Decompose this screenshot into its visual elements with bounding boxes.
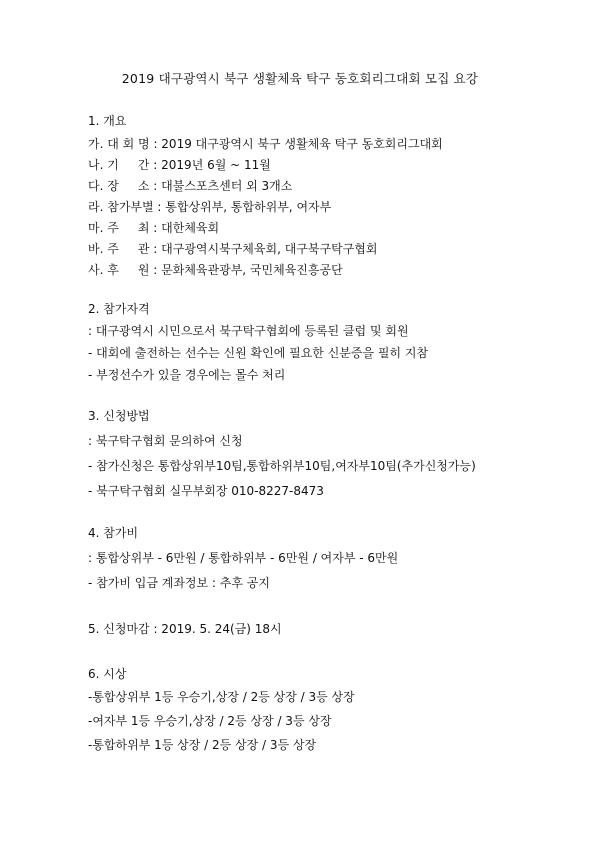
overview-line-event-name: 가. 대 회 명 : 2019 대구광역시 북구 생활체육 탁구 동호회리그대회	[88, 137, 443, 151]
eligibility-line-1: : 대구광역시 시민으로서 북구탁구협회에 등록된 클럽 및 회원	[88, 324, 409, 338]
overview-line-venue: 다. 장 소 : 대불스포츠센터 외 3개소	[88, 179, 293, 193]
application-line-3: - 북구탁구협회 실무부회장 010-8227-8473	[88, 484, 324, 498]
overview-line-sponsor: 사. 후 원 : 문화체육관광부, 국민체육진흥공단	[88, 263, 343, 277]
section-heading-deadline: 5. 신청마감 : 2019. 5. 24(금) 18시	[88, 622, 282, 636]
overview-line-host: 마. 주 최 : 대한체육회	[88, 221, 220, 235]
section-heading-awards: 6. 시상	[88, 667, 127, 681]
application-line-1: : 북구탁구협회 문의하여 신청	[88, 434, 243, 448]
overview-line-period: 나. 기 간 : 2019년 6월 ~ 11월	[88, 158, 271, 172]
document-title: 2019 대구광역시 북구 생활체육 탁구 동호회리그대회 모집 요강	[121, 71, 479, 86]
section-heading-fee: 4. 참가비	[88, 526, 139, 540]
section-heading-application: 3. 신청방법	[88, 409, 150, 423]
awards-line-women: -여자부 1등 우승기,상장 / 2등 상장 / 3등 상장	[88, 714, 332, 728]
section-heading-eligibility: 2. 참가자격	[88, 302, 150, 316]
eligibility-line-3: - 부정선수가 있을 경우에는 몰수 처리	[88, 368, 286, 382]
application-line-2: - 참가신청은 통합상위부10팀,통합하위부10팀,여자부10팀(추가신청가능)	[88, 459, 476, 473]
fee-line-1: : 통합상위부 - 6만원 / 통합하위부 - 6만원 / 여자부 - 6만원	[88, 551, 399, 565]
awards-line-upper: -통합상위부 1등 우승기,상장 / 2등 상장 / 3등 상장	[88, 690, 355, 704]
fee-line-2: - 참가비 입금 계좌정보 : 추후 공지	[88, 576, 270, 590]
awards-line-lower: -통합하위부 1등 상장 / 2등 상장 / 3등 상장	[88, 738, 317, 752]
overview-line-divisions: 라. 참가부별 : 통합상위부, 통합하위부, 여자부	[88, 200, 332, 214]
section-heading-overview: 1. 개요	[88, 114, 127, 128]
eligibility-line-2: - 대회에 출전하는 선수는 신원 확인에 필요한 신분증을 필히 지참	[88, 346, 429, 360]
overview-line-organizer: 바. 주 관 : 대구광역시북구체육회, 대구북구탁구협회	[88, 242, 378, 256]
